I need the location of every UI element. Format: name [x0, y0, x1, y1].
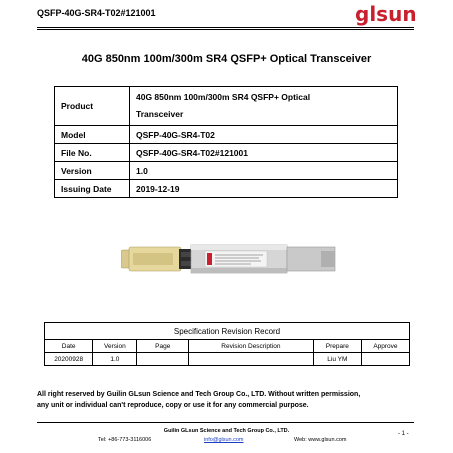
product-value-line2: Transceiver — [136, 109, 184, 119]
header-document-code: QSFP-40G-SR4-T02#121001 — [37, 8, 156, 18]
rights-line-1: All right reserved by Guilin GLsun Science and Tech Group Co., LTD. Without written permission, — [37, 391, 361, 398]
footer-web: Web: www.glsun.com — [294, 437, 347, 443]
revision-header-row — [45, 340, 410, 353]
issuing-date-label: Issuing Date — [55, 180, 130, 198]
product-label: Product — [55, 87, 130, 126]
document-title: 40G 850nm 100m/300m SR4 QSFP+ Optical Transceiver — [81, 53, 372, 65]
product-row — [55, 87, 398, 126]
glsun-logo: glsun — [355, 2, 417, 26]
revision-cell-description — [188, 353, 313, 366]
version-label: Version — [55, 162, 130, 180]
product-value-line1: 40G 850nm 100m/300m SR4 QSFP+ Optical — [136, 92, 311, 102]
revision-col-approve: Approve — [361, 340, 409, 353]
header-divider-secondary — [37, 29, 414, 30]
revision-col-date: Date — [45, 340, 93, 353]
revision-col-prepare: Prepare — [313, 340, 361, 353]
file-row — [55, 144, 398, 162]
model-row — [55, 126, 398, 144]
rights-notice — [37, 389, 419, 411]
model-label: Model — [55, 126, 130, 144]
issuing-date-value: 2019-12-19 — [130, 180, 398, 198]
revision-cell-version: 1.0 — [93, 353, 137, 366]
file-value: QSFP-40G-SR4-T02#121001 — [130, 144, 398, 162]
version-row — [55, 162, 398, 180]
revision-table-title: Specification Revision Record — [45, 323, 410, 340]
revision-col-page: Page — [137, 340, 189, 353]
rights-line-2: any unit or individual can't reproduce, copy or use it for any commercial purpose. — [37, 402, 309, 409]
footer-email-link[interactable]: info@glsun.com — [204, 437, 244, 443]
revision-col-version: Version — [93, 340, 137, 353]
revision-row — [45, 353, 410, 366]
transceiver-product-image — [121, 243, 339, 275]
revision-cell-prepare: Liu YM — [313, 353, 361, 366]
model-value: QSFP-40G-SR4-T02 — [130, 126, 398, 144]
version-value: 1.0 — [130, 162, 398, 180]
issuing-date-row — [55, 180, 398, 198]
revision-cell-approve — [361, 353, 409, 366]
product-value — [130, 87, 398, 126]
page-number: - 1 - — [398, 431, 409, 437]
footer-divider — [37, 422, 414, 423]
revision-record-table — [44, 322, 410, 366]
header-divider — [37, 27, 414, 28]
product-info-table — [54, 86, 398, 198]
revision-cell-date: 20200928 — [45, 353, 93, 366]
revision-col-description: Revision Description — [188, 340, 313, 353]
footer-company: Guilin GLsun Science and Tech Group Co., LTD. — [163, 428, 290, 434]
footer-tel: Tel: +86-773-3116006 — [98, 437, 152, 443]
file-label: File No. — [55, 144, 130, 162]
revision-cell-page — [137, 353, 189, 366]
